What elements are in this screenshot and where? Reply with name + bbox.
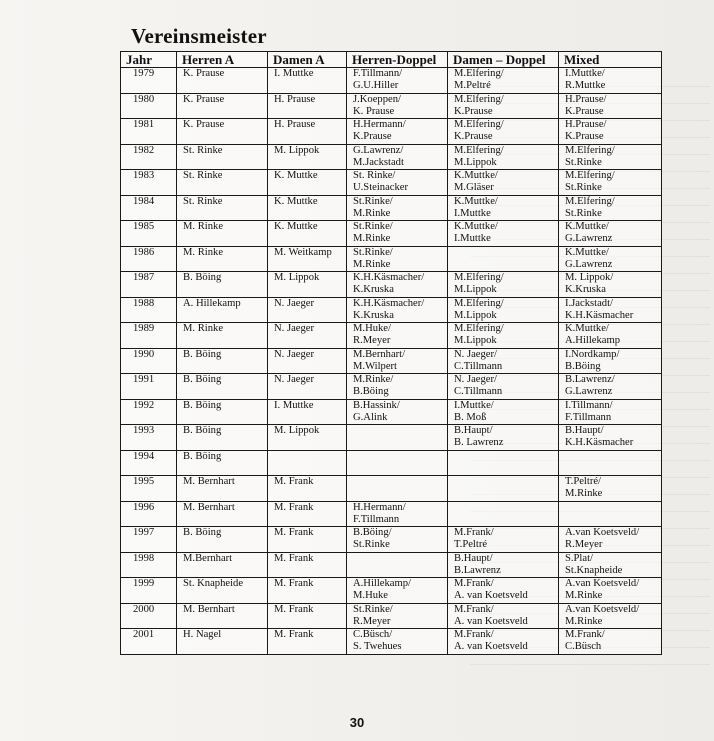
herren-doppel-cell <box>347 323 448 349</box>
year-cell: 1995 <box>121 476 177 502</box>
mixed-cell-line: St.Rinke <box>565 156 602 168</box>
mixed-cell <box>559 246 662 272</box>
year-cell: 1983 <box>121 170 177 196</box>
mixed-cell-line: M.Elfering/ <box>565 144 615 156</box>
damen-a-cell: I. Muttke <box>268 399 347 425</box>
mixed-cell <box>559 272 662 298</box>
herren-doppel-cell <box>347 425 448 451</box>
herren-doppel-cell-line: A.Hillekamp/ <box>353 578 411 589</box>
mixed-cell-line: St.Rinke <box>565 207 602 219</box>
damen-doppel-cell-line: B.Lawrenz <box>454 564 501 576</box>
herren-doppel-cell <box>347 399 448 425</box>
year-cell: 1999 <box>121 578 177 604</box>
herren-doppel-cell-line: St.Rinke/ <box>353 221 393 232</box>
damen-doppel-cell-line: N. Jaeger/ <box>454 374 497 385</box>
year-cell: 2001 <box>121 629 177 655</box>
damen-doppel-cell <box>448 323 559 349</box>
damen-doppel-cell-line: I.Muttke <box>454 207 491 219</box>
damen-doppel-cell-line: N. Jaeger/ <box>454 348 497 360</box>
herren-doppel-cell-line: F.Tillmann/ <box>353 68 403 79</box>
mixed-cell <box>559 476 662 502</box>
mixed-cell <box>559 552 662 578</box>
year-cell: 1979 <box>121 68 177 94</box>
table-row <box>121 144 662 170</box>
damen-doppel-cell <box>448 297 559 323</box>
column-header-herren-doppel: Herren-Doppel <box>347 52 448 68</box>
mixed-cell-line: B.Lawrenz/ <box>565 374 615 385</box>
table-header-row <box>121 52 662 68</box>
damen-doppel-cell-line: M.Elfering/ <box>454 272 504 283</box>
mixed-cell-line: St.Rinke <box>565 182 602 194</box>
herren-doppel-cell-line: G.Lawrenz/ <box>353 144 404 156</box>
mixed-cell-line: M.Frank/ <box>565 629 605 640</box>
herren-doppel-cell-line: K.Kruska <box>353 309 394 321</box>
damen-doppel-cell-line: B. Lawrenz <box>454 437 504 449</box>
table-row <box>121 629 662 655</box>
mixed-cell <box>559 348 662 374</box>
damen-a-cell: M. Lippok <box>268 144 347 170</box>
damen-doppel-cell <box>448 603 559 629</box>
table-row <box>121 221 662 247</box>
year-cell: 1991 <box>121 374 177 400</box>
table-row <box>121 603 662 629</box>
mixed-cell-line: B.Haupt/ <box>565 425 604 436</box>
damen-doppel-cell-line: M.Lippok <box>454 156 497 168</box>
damen-doppel-cell <box>448 221 559 247</box>
year-cell: 1981 <box>121 119 177 145</box>
herren-a-cell: St. Rinke <box>177 144 268 170</box>
damen-doppel-cell-line: M.Lippok <box>454 335 497 347</box>
herren-doppel-cell-line: M.Jackstadt <box>353 156 404 168</box>
herren-doppel-cell-line: G.Alink <box>353 411 388 423</box>
damen-doppel-cell <box>448 170 559 196</box>
mixed-cell <box>559 170 662 196</box>
damen-doppel-cell-line: C.Tillmann <box>454 360 503 372</box>
damen-a-cell: M. Frank <box>268 476 347 502</box>
herren-a-cell: M. Rinke <box>177 323 268 349</box>
herren-doppel-cell <box>347 144 448 170</box>
mixed-cell <box>559 195 662 221</box>
herren-doppel-cell <box>347 476 448 502</box>
damen-doppel-cell-line: M.Frank/ <box>454 578 494 589</box>
damen-doppel-cell-line: M.Elfering/ <box>454 297 504 309</box>
year-cell: 1980 <box>121 93 177 119</box>
herren-doppel-cell-line: M.Huke <box>353 590 389 602</box>
mixed-cell-line: G.Lawrenz <box>565 386 613 398</box>
herren-doppel-cell <box>347 374 448 400</box>
damen-doppel-cell-line: M.Frank/ <box>454 527 494 538</box>
damen-doppel-cell-line: B.Haupt/ <box>454 552 493 564</box>
damen-doppel-cell <box>448 425 559 451</box>
herren-doppel-cell <box>347 348 448 374</box>
mixed-cell <box>559 221 662 247</box>
table-row <box>121 68 662 94</box>
herren-doppel-cell-line: St. Rinke/ <box>353 170 396 181</box>
damen-a-cell: N. Jaeger <box>268 323 347 349</box>
herren-a-cell: M. Bernhart <box>177 501 268 527</box>
damen-doppel-cell-line: M.Elfering/ <box>454 323 504 334</box>
damen-doppel-cell-line: M.Lippok <box>454 309 497 321</box>
mixed-cell <box>559 119 662 145</box>
damen-doppel-cell <box>448 348 559 374</box>
herren-doppel-cell-line: St.Rinke <box>353 539 390 551</box>
year-cell: 1989 <box>121 323 177 349</box>
mixed-cell <box>559 93 662 119</box>
mixed-cell-line: K.Muttke/ <box>565 246 609 258</box>
mixed-cell-line: I.Tillmann/ <box>565 399 613 411</box>
herren-a-cell: M.Bernhart <box>177 552 268 578</box>
mixed-cell-line: M.Rinke <box>565 590 603 602</box>
damen-doppel-cell-line: T.Peltré <box>454 539 488 551</box>
herren-doppel-cell-line: K.H.Käsmacher/ <box>353 297 425 309</box>
damen-a-cell: M. Frank <box>268 629 347 655</box>
damen-a-cell: M. Frank <box>268 578 347 604</box>
herren-doppel-cell <box>347 629 448 655</box>
damen-doppel-cell <box>448 527 559 553</box>
herren-doppel-cell-line: F.Tillmann <box>353 513 400 525</box>
champions-table <box>120 51 662 655</box>
year-cell: 1984 <box>121 195 177 221</box>
damen-a-cell: M. Frank <box>268 501 347 527</box>
herren-doppel-cell <box>347 195 448 221</box>
table-row <box>121 399 662 425</box>
damen-doppel-cell <box>448 68 559 94</box>
herren-doppel-cell <box>347 501 448 527</box>
herren-doppel-cell-line: M.Rinke/ <box>353 374 394 385</box>
damen-a-cell: M. Frank <box>268 552 347 578</box>
year-cell: 1993 <box>121 425 177 451</box>
mixed-cell <box>559 578 662 604</box>
damen-a-cell: N. Jaeger <box>268 297 347 323</box>
herren-doppel-cell <box>347 93 448 119</box>
table-row <box>121 170 662 196</box>
mixed-cell-line: A.van Koetsveld/ <box>565 527 640 538</box>
table-row <box>121 476 662 502</box>
herren-doppel-cell-line: J.Koeppen/ <box>353 93 401 105</box>
table-row <box>121 425 662 451</box>
herren-a-cell: B. Böing <box>177 527 268 553</box>
damen-a-cell: K. Muttke <box>268 195 347 221</box>
page-number: 30 <box>349 715 365 730</box>
mixed-cell <box>559 323 662 349</box>
herren-a-cell: M. Rinke <box>177 221 268 247</box>
mixed-cell-line: K.Muttke/ <box>565 221 609 232</box>
herren-doppel-cell-line: G.U.Hiller <box>353 80 399 92</box>
damen-doppel-cell <box>448 272 559 298</box>
damen-doppel-cell <box>448 501 559 527</box>
column-header-damen-doppel: Damen – Doppel <box>448 52 559 68</box>
mixed-cell <box>559 527 662 553</box>
damen-doppel-cell-line: A. van Koetsveld <box>454 615 528 627</box>
herren-a-cell: B. Böing <box>177 272 268 298</box>
damen-doppel-cell-line: M.Elfering/ <box>454 144 504 156</box>
damen-doppel-cell-line: M.Frank/ <box>454 603 494 615</box>
mixed-cell-line: A.Hillekamp <box>565 335 621 347</box>
damen-doppel-cell <box>448 476 559 502</box>
mixed-cell-line: K.Prause <box>565 131 604 143</box>
year-cell: 2000 <box>121 603 177 629</box>
herren-doppel-cell-line: S. Twehues <box>353 641 402 653</box>
herren-doppel-cell <box>347 119 448 145</box>
mixed-cell-line: M.Rinke <box>565 488 603 500</box>
damen-doppel-cell <box>448 144 559 170</box>
mixed-cell <box>559 603 662 629</box>
table-row <box>121 195 662 221</box>
herren-doppel-cell-line: K.Prause <box>353 131 392 143</box>
damen-a-cell: N. Jaeger <box>268 374 347 400</box>
damen-doppel-cell-line: C.Tillmann <box>454 386 503 398</box>
column-header-mixed: Mixed <box>559 52 662 68</box>
herren-a-cell: M. Rinke <box>177 246 268 272</box>
herren-doppel-cell <box>347 552 448 578</box>
damen-doppel-cell <box>448 119 559 145</box>
mixed-cell-line: G.Lawrenz <box>565 233 613 245</box>
mixed-cell <box>559 501 662 527</box>
damen-doppel-cell-line: K.Muttke/ <box>454 195 498 207</box>
year-cell: 1987 <box>121 272 177 298</box>
herren-doppel-cell-line: H.Hermann/ <box>353 119 406 130</box>
mixed-cell-line: St.Knapheide <box>565 564 623 576</box>
year-cell: 1992 <box>121 399 177 425</box>
mixed-cell-line: K.H.Käsmacher <box>565 309 634 321</box>
herren-doppel-cell <box>347 221 448 247</box>
damen-doppel-cell-line: A. van Koetsveld <box>454 641 528 653</box>
damen-a-cell: M. Lippok <box>268 425 347 451</box>
damen-doppel-cell <box>448 578 559 604</box>
herren-a-cell: St. Rinke <box>177 195 268 221</box>
herren-doppel-cell-line: U.Steinacker <box>353 182 409 194</box>
damen-doppel-cell-line: M.Elfering/ <box>454 93 504 105</box>
herren-doppel-cell <box>347 450 448 476</box>
damen-doppel-cell-line: I.Muttke <box>454 233 491 245</box>
herren-a-cell: B. Böing <box>177 374 268 400</box>
herren-doppel-cell <box>347 297 448 323</box>
mixed-cell <box>559 68 662 94</box>
herren-doppel-cell-line: R.Meyer <box>353 335 391 347</box>
herren-doppel-cell-line: C.Büsch/ <box>353 629 393 640</box>
damen-a-cell: M. Lippok <box>268 272 347 298</box>
mixed-cell-line: T.Peltré/ <box>565 476 601 487</box>
herren-doppel-cell-line: M.Rinke <box>353 207 391 219</box>
herren-doppel-cell-line: K. Prause <box>353 105 395 117</box>
herren-doppel-cell-line: R.Meyer <box>353 615 391 627</box>
damen-doppel-cell <box>448 552 559 578</box>
mixed-cell-line: B.Böing <box>565 360 601 372</box>
herren-doppel-cell-line: H.Hermann/ <box>353 501 406 513</box>
herren-doppel-cell-line: K.Kruska <box>353 284 394 296</box>
damen-doppel-cell-line: M.Gläser <box>454 182 494 194</box>
damen-doppel-cell <box>448 195 559 221</box>
herren-doppel-cell <box>347 68 448 94</box>
table-row <box>121 374 662 400</box>
mixed-cell-line: H.Prause/ <box>565 119 607 130</box>
table-row <box>121 501 662 527</box>
herren-a-cell: K. Prause <box>177 119 268 145</box>
mixed-cell <box>559 297 662 323</box>
herren-doppel-cell <box>347 578 448 604</box>
mixed-cell-line: R.Meyer <box>565 539 603 551</box>
damen-a-cell: K. Muttke <box>268 221 347 247</box>
damen-doppel-cell <box>448 374 559 400</box>
herren-doppel-cell <box>347 170 448 196</box>
mixed-cell-line: I.Jackstadt/ <box>565 297 613 309</box>
herren-doppel-cell <box>347 527 448 553</box>
herren-doppel-cell <box>347 272 448 298</box>
table-row <box>121 348 662 374</box>
damen-a-cell: H. Prause <box>268 93 347 119</box>
damen-doppel-cell-line: K.Prause <box>454 105 493 117</box>
mixed-cell-line: A.van Koetsveld/ <box>565 578 640 589</box>
damen-doppel-cell-line: K.Prause <box>454 131 493 143</box>
damen-doppel-cell-line: B.Haupt/ <box>454 425 493 436</box>
table-row <box>121 272 662 298</box>
damen-doppel-cell-line: I.Muttke/ <box>454 399 494 411</box>
herren-a-cell: St. Knapheide <box>177 578 268 604</box>
damen-doppel-cell <box>448 629 559 655</box>
column-header-damen-a: Damen A <box>268 52 347 68</box>
mixed-cell-line: K.Prause <box>565 105 604 117</box>
mixed-cell-line: G.Lawrenz <box>565 258 613 270</box>
mixed-cell-line: A.van Koetsveld/ <box>565 603 640 615</box>
herren-doppel-cell-line: M.Rinke <box>353 233 391 245</box>
mixed-cell-line: M.Rinke <box>565 615 603 627</box>
damen-doppel-cell <box>448 246 559 272</box>
damen-doppel-cell <box>448 93 559 119</box>
year-cell: 1998 <box>121 552 177 578</box>
damen-doppel-cell-line: K.Muttke/ <box>454 170 498 181</box>
mixed-cell-line: H.Prause/ <box>565 93 607 105</box>
page-title: Vereinsmeister <box>131 24 267 48</box>
damen-doppel-cell <box>448 399 559 425</box>
herren-doppel-cell-line: M.Huke/ <box>353 323 391 334</box>
mixed-cell <box>559 629 662 655</box>
table-body <box>121 68 662 655</box>
damen-doppel-cell-line: M.Lippok <box>454 284 497 296</box>
damen-doppel-cell <box>448 450 559 476</box>
mixed-cell-line: M.Elfering/ <box>565 195 615 207</box>
table-row <box>121 578 662 604</box>
herren-doppel-cell-line: M.Rinke <box>353 258 391 270</box>
herren-a-cell: B. Böing <box>177 425 268 451</box>
column-header-jahr: Jahr <box>121 52 177 68</box>
table-row <box>121 119 662 145</box>
mixed-cell-line: C.Büsch <box>565 641 602 653</box>
herren-a-cell: St. Rinke <box>177 170 268 196</box>
damen-a-cell: K. Muttke <box>268 170 347 196</box>
herren-doppel-cell-line: B.Böing/ <box>353 527 392 538</box>
mixed-cell <box>559 425 662 451</box>
mixed-cell <box>559 450 662 476</box>
table-row <box>121 552 662 578</box>
herren-doppel-cell-line: B.Hassink/ <box>353 399 400 411</box>
mixed-cell-line: S.Plat/ <box>565 552 593 564</box>
year-cell: 1990 <box>121 348 177 374</box>
damen-doppel-cell-line: M.Peltré <box>454 80 491 92</box>
damen-a-cell: H. Prause <box>268 119 347 145</box>
herren-doppel-cell-line: St.Rinke/ <box>353 603 393 615</box>
damen-doppel-cell-line: M.Elfering/ <box>454 119 504 130</box>
herren-a-cell: K. Prause <box>177 93 268 119</box>
mixed-cell <box>559 374 662 400</box>
herren-doppel-cell-line: B.Böing <box>353 386 389 398</box>
damen-a-cell: M. Frank <box>268 527 347 553</box>
damen-a-cell: I. Muttke <box>268 68 347 94</box>
year-cell: 1997 <box>121 527 177 553</box>
damen-a-cell: M. Weitkamp <box>268 246 347 272</box>
mixed-cell-line: M. Lippok/ <box>565 272 614 283</box>
year-cell: 1996 <box>121 501 177 527</box>
herren-doppel-cell-line: St.Rinke/ <box>353 246 393 258</box>
damen-doppel-cell-line: K.Muttke/ <box>454 221 498 232</box>
damen-a-cell: N. Jaeger <box>268 348 347 374</box>
herren-a-cell: M. Bernhart <box>177 476 268 502</box>
damen-a-cell: M. Frank <box>268 603 347 629</box>
year-cell: 1994 <box>121 450 177 476</box>
mixed-cell-line: I.Nordkamp/ <box>565 348 620 360</box>
damen-doppel-cell-line: B. Moß <box>454 411 487 423</box>
damen-doppel-cell-line: M.Frank/ <box>454 629 494 640</box>
year-cell: 1986 <box>121 246 177 272</box>
herren-a-cell: M. Bernhart <box>177 603 268 629</box>
herren-a-cell: B. Böing <box>177 348 268 374</box>
herren-a-cell: B. Böing <box>177 399 268 425</box>
year-cell: 1988 <box>121 297 177 323</box>
table-row <box>121 450 662 476</box>
mixed-cell-line: K.Muttke/ <box>565 323 609 334</box>
herren-doppel-cell <box>347 246 448 272</box>
year-cell: 1982 <box>121 144 177 170</box>
table-row <box>121 246 662 272</box>
herren-a-cell: K. Prause <box>177 68 268 94</box>
mixed-cell-line: M.Elfering/ <box>565 170 615 181</box>
mixed-cell-line: R.Muttke <box>565 80 606 92</box>
herren-a-cell: H. Nagel <box>177 629 268 655</box>
table-row <box>121 527 662 553</box>
mixed-cell-line: K.Kruska <box>565 284 606 296</box>
herren-doppel-cell-line: K.H.Käsmacher/ <box>353 272 425 283</box>
mixed-cell <box>559 399 662 425</box>
mixed-cell-line: K.H.Käsmacher <box>565 437 634 449</box>
herren-a-cell: A. Hillekamp <box>177 297 268 323</box>
damen-a-cell <box>268 450 347 476</box>
damen-doppel-cell-line: A. van Koetsveld <box>454 590 528 602</box>
herren-doppel-cell <box>347 603 448 629</box>
mixed-cell <box>559 144 662 170</box>
table-row <box>121 297 662 323</box>
herren-doppel-cell-line: St.Rinke/ <box>353 195 393 207</box>
mixed-cell-line: I.Muttke/ <box>565 68 605 79</box>
table-row <box>121 323 662 349</box>
herren-a-cell: B. Böing <box>177 450 268 476</box>
year-cell: 1985 <box>121 221 177 247</box>
herren-doppel-cell-line: M.Bernhart/ <box>353 348 406 360</box>
mixed-cell-line: F.Tillmann <box>565 411 612 423</box>
column-header-herren-a: Herren A <box>177 52 268 68</box>
table-row <box>121 93 662 119</box>
damen-doppel-cell-line: M.Elfering/ <box>454 68 504 79</box>
herren-doppel-cell-line: M.Wilpert <box>353 360 397 372</box>
